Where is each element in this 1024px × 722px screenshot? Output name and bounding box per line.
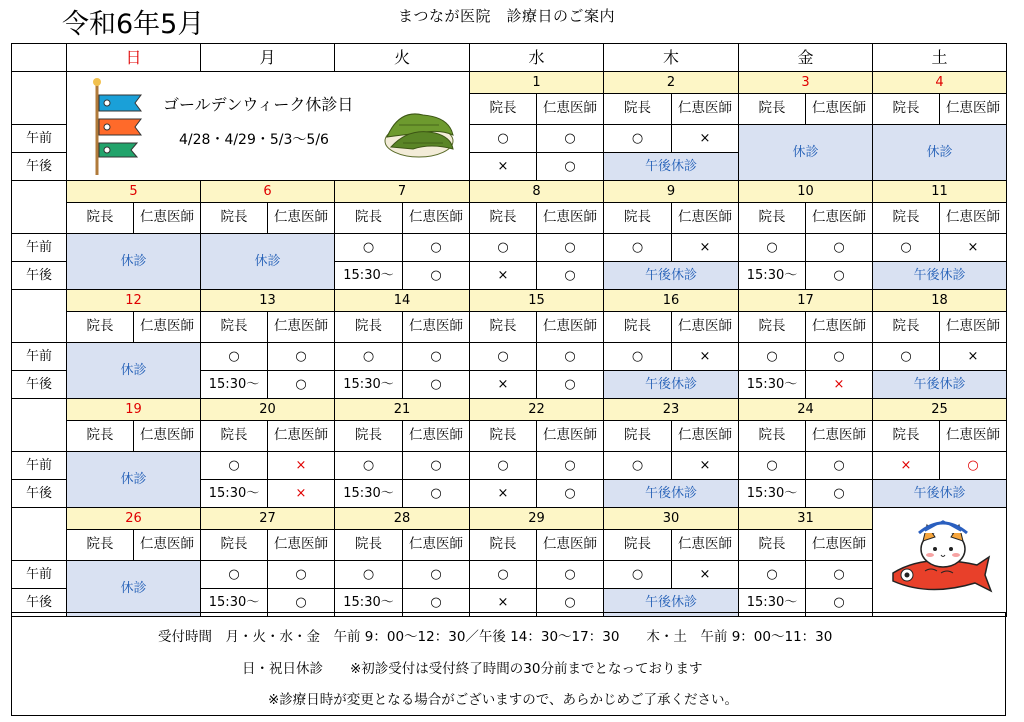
- status-open: ○: [470, 561, 537, 589]
- change-note: ※診療日時が変更となる場合がございますので、あらかじめご了承ください。: [268, 692, 739, 708]
- week3-date-row: [12, 290, 1007, 312]
- status-open: ○: [537, 153, 604, 181]
- weekday-mon: 月: [201, 44, 335, 72]
- doctor-head: 院長: [470, 421, 537, 452]
- status-open: ○: [403, 452, 470, 480]
- status-open: ○: [537, 371, 604, 399]
- status-late: 15:30〜: [739, 262, 806, 290]
- date-cell: 21: [335, 399, 470, 421]
- doctor-head: 仁恵医師: [806, 530, 873, 561]
- status-pm-closed: 午後休診: [604, 589, 739, 617]
- doctor-head: 院長: [739, 530, 806, 561]
- week3-am-row: [12, 343, 1007, 371]
- status-no-red: ×: [806, 371, 873, 399]
- am-label: 午前: [12, 561, 67, 589]
- row-label: [12, 508, 67, 561]
- doctor-head: 院長: [67, 312, 134, 343]
- status-open: ○: [201, 561, 268, 589]
- date-cell: 9: [604, 181, 739, 203]
- week2-doctor-row: [12, 203, 1007, 234]
- mascot-cell: [873, 508, 1007, 617]
- status-open: ○: [537, 125, 604, 153]
- status-open: ○: [403, 589, 470, 617]
- date-cell: 14: [335, 290, 470, 312]
- doctor-head: 院長: [873, 421, 940, 452]
- doctor-head: 院長: [67, 530, 134, 561]
- doctor-head: 仁恵医師: [403, 312, 470, 343]
- status-open-red: ○: [940, 452, 1007, 480]
- status-open: ○: [739, 234, 806, 262]
- doctor-head: 仁恵医師: [268, 203, 335, 234]
- status-no: ×: [672, 125, 739, 153]
- status-no: ×: [470, 262, 537, 290]
- am-label: 午前: [12, 125, 67, 153]
- date-cell: 22: [470, 399, 604, 421]
- doctor-head: 院長: [739, 421, 806, 452]
- status-closed: 休診: [67, 234, 201, 290]
- status-no: ×: [940, 343, 1007, 371]
- doctor-head: 仁恵医師: [134, 203, 201, 234]
- doctor-head: 仁恵医師: [403, 421, 470, 452]
- status-open: ○: [739, 452, 806, 480]
- status-open: ○: [268, 561, 335, 589]
- week2-am-row: [12, 234, 1007, 262]
- doctor-head: 院長: [873, 203, 940, 234]
- status-open: ○: [335, 234, 403, 262]
- doctor-head: 仁恵医師: [672, 203, 739, 234]
- doctor-head: 院長: [335, 203, 403, 234]
- status-pm-closed: 午後休診: [873, 480, 1007, 508]
- doctor-head: 仁恵医師: [268, 312, 335, 343]
- footer-notes: [11, 612, 1006, 716]
- weekday-thu: 木: [604, 44, 739, 72]
- status-closed: 休診: [201, 234, 335, 290]
- status-open: ○: [470, 125, 537, 153]
- doctor-head: 仁恵医師: [268, 530, 335, 561]
- status-open: ○: [604, 125, 672, 153]
- pm-label: 午後: [12, 480, 67, 508]
- doctor-head: 仁恵医師: [268, 421, 335, 452]
- doctor-head: 院長: [739, 94, 806, 125]
- kashiwa-mochi-icon: [379, 103, 459, 163]
- status-open: ○: [403, 561, 470, 589]
- status-no: ×: [940, 234, 1007, 262]
- status-open: ○: [335, 561, 403, 589]
- am-label: 午前: [12, 343, 67, 371]
- status-no: ×: [470, 480, 537, 508]
- status-open: ○: [201, 452, 268, 480]
- calendar-table: [11, 43, 1007, 617]
- doctor-head: 仁恵医師: [537, 312, 604, 343]
- status-pm-closed: 午後休診: [604, 480, 739, 508]
- status-late: 15:30〜: [739, 371, 806, 399]
- status-no: ×: [672, 561, 739, 589]
- weekday-wed: 水: [470, 44, 604, 72]
- corner-cell: [12, 44, 67, 72]
- status-closed: 休診: [67, 343, 201, 399]
- doctor-head: 仁恵医師: [537, 530, 604, 561]
- doctor-head: 仁恵医師: [134, 312, 201, 343]
- holiday-note: 日・祝日休診 ※初診受付は受付終了時間の30分前までとなっております: [242, 661, 703, 677]
- am-label: 午前: [12, 452, 67, 480]
- doctor-head: 仁恵医師: [940, 312, 1007, 343]
- doctor-head: 院長: [470, 530, 537, 561]
- doctor-head: 仁恵医師: [806, 94, 873, 125]
- status-open: ○: [739, 561, 806, 589]
- date-cell: 3: [739, 72, 873, 94]
- status-pm-closed: 午後休診: [604, 262, 739, 290]
- status-pm-closed: 午後休診: [873, 262, 1007, 290]
- status-late: 15:30〜: [335, 262, 403, 290]
- row-label: [12, 290, 67, 343]
- pm-label: 午後: [12, 589, 67, 617]
- status-late: 15:30〜: [335, 371, 403, 399]
- status-open: ○: [403, 371, 470, 399]
- status-open: ○: [604, 561, 672, 589]
- koinobori-icon: [89, 77, 149, 177]
- doctor-head: 院長: [739, 312, 806, 343]
- doctor-head: 仁恵医師: [806, 203, 873, 234]
- doctor-head: 院長: [335, 312, 403, 343]
- week5-date-row: [12, 508, 1007, 530]
- status-open: ○: [604, 452, 672, 480]
- week2-date-row: [12, 181, 1007, 203]
- doctor-head: 院長: [67, 421, 134, 452]
- status-open: ○: [806, 452, 873, 480]
- status-open: ○: [335, 452, 403, 480]
- status-no: ×: [672, 234, 739, 262]
- doctor-head: 院長: [201, 530, 268, 561]
- week4-date-row: [12, 399, 1007, 421]
- doctor-head: 院長: [604, 530, 672, 561]
- reception-hours: 受付時間 月・火・水・金 午前 9：00〜12：30／午後 14：30〜17：30 木・土 午前 9：00〜11：30: [158, 629, 833, 645]
- date-cell: 30: [604, 508, 739, 530]
- doctor-head: 院長: [873, 94, 940, 125]
- status-late: 15:30〜: [335, 480, 403, 508]
- status-open: ○: [806, 589, 873, 617]
- status-open: ○: [537, 452, 604, 480]
- doctor-head: 仁恵医師: [672, 312, 739, 343]
- doctor-head: 院長: [604, 312, 672, 343]
- status-no: ×: [470, 589, 537, 617]
- status-open: ○: [604, 234, 672, 262]
- doctor-head: 仁恵医師: [940, 421, 1007, 452]
- doctor-head: 仁恵医師: [940, 94, 1007, 125]
- week4-am-row: [12, 452, 1007, 480]
- status-open: ○: [470, 343, 537, 371]
- date-cell: 8: [470, 181, 604, 203]
- doctor-head: 院長: [201, 312, 268, 343]
- clinic-note: まつなが医院 診療日のご案内: [398, 7, 616, 25]
- status-closed: 休診: [739, 125, 873, 181]
- doctor-head: 院長: [335, 421, 403, 452]
- doctor-head: 院長: [604, 421, 672, 452]
- date-cell: 2: [604, 72, 739, 94]
- row-label: [12, 72, 67, 125]
- status-open: ○: [470, 452, 537, 480]
- status-no: ×: [470, 371, 537, 399]
- doctor-head: 仁恵医師: [672, 421, 739, 452]
- date-cell: 16: [604, 290, 739, 312]
- date-cell: 28: [335, 508, 470, 530]
- doctor-head: 仁恵医師: [134, 530, 201, 561]
- status-open: ○: [403, 343, 470, 371]
- status-closed: 休診: [67, 561, 201, 617]
- doctor-head: 院長: [201, 421, 268, 452]
- status-open: ○: [739, 343, 806, 371]
- doctor-head: 院長: [470, 94, 537, 125]
- status-open: ○: [537, 561, 604, 589]
- date-cell: 25: [873, 399, 1007, 421]
- doctor-head: 仁恵医師: [806, 421, 873, 452]
- status-no-red: ×: [873, 452, 940, 480]
- date-cell: 31: [739, 508, 873, 530]
- week3-doctor-row: [12, 312, 1007, 343]
- doctor-head: 仁恵医師: [672, 530, 739, 561]
- doctor-head: 院長: [873, 312, 940, 343]
- doctor-head: 仁恵医師: [672, 94, 739, 125]
- date-cell: 18: [873, 290, 1007, 312]
- status-open: ○: [873, 343, 940, 371]
- date-cell: 7: [335, 181, 470, 203]
- status-late: 15:30〜: [201, 589, 268, 617]
- date-cell: 10: [739, 181, 873, 203]
- gw-title: ゴールデンウィーク休診日: [163, 95, 354, 114]
- status-open: ○: [806, 234, 873, 262]
- doctor-head: 院長: [67, 203, 134, 234]
- status-open: ○: [806, 262, 873, 290]
- doctor-head: 院長: [604, 94, 672, 125]
- status-open: ○: [268, 589, 335, 617]
- status-open: ○: [537, 589, 604, 617]
- date-cell: 1: [470, 72, 604, 94]
- weekday-fri: 金: [739, 44, 873, 72]
- status-open: ○: [403, 234, 470, 262]
- status-open: ○: [201, 343, 268, 371]
- status-open: ○: [537, 262, 604, 290]
- doctor-head: 院長: [470, 203, 537, 234]
- status-no-red: ×: [268, 480, 335, 508]
- status-open: ○: [806, 480, 873, 508]
- date-cell: 24: [739, 399, 873, 421]
- gw-dates: 4/28・4/29・5/3〜5/6: [179, 132, 329, 148]
- doctor-head: 仁恵医師: [537, 203, 604, 234]
- row-label: [12, 399, 67, 452]
- doctor-head: 院長: [335, 530, 403, 561]
- doctor-head: 院長: [201, 203, 268, 234]
- status-open: ○: [873, 234, 940, 262]
- doctor-head: 仁恵医師: [537, 421, 604, 452]
- status-late: 15:30〜: [201, 480, 268, 508]
- status-open: ○: [806, 561, 873, 589]
- date-cell: 29: [470, 508, 604, 530]
- am-label: 午前: [12, 234, 67, 262]
- date-cell: 6: [201, 181, 335, 203]
- weekday-header-row: [12, 44, 1007, 72]
- weekday-tue: 火: [335, 44, 470, 72]
- status-open: ○: [806, 343, 873, 371]
- date-cell: 23: [604, 399, 739, 421]
- date-cell: 11: [873, 181, 1007, 203]
- status-no: ×: [470, 153, 537, 181]
- status-pm-closed: 午後休診: [604, 153, 739, 181]
- status-late: 15:30〜: [739, 480, 806, 508]
- date-cell: 5: [67, 181, 201, 203]
- status-open: ○: [537, 234, 604, 262]
- status-pm-closed: 午後休診: [604, 371, 739, 399]
- status-late: 15:30〜: [335, 589, 403, 617]
- status-open: ○: [537, 343, 604, 371]
- status-open: ○: [403, 480, 470, 508]
- status-open: ○: [335, 343, 403, 371]
- doctor-head: 仁恵医師: [806, 312, 873, 343]
- row-label: [12, 181, 67, 234]
- doctor-head: 院長: [739, 203, 806, 234]
- status-late: 15:30〜: [739, 589, 806, 617]
- date-cell: 13: [201, 290, 335, 312]
- status-no: ×: [672, 452, 739, 480]
- date-cell: 12: [67, 290, 201, 312]
- week5-am-row: [12, 561, 1007, 589]
- status-no: ×: [672, 343, 739, 371]
- status-open: ○: [268, 371, 335, 399]
- date-cell: 19: [67, 399, 201, 421]
- status-open: ○: [604, 343, 672, 371]
- week4-doctor-row: [12, 421, 1007, 452]
- doctor-head: 仁恵医師: [403, 203, 470, 234]
- week1-date-row: [12, 72, 1007, 94]
- date-cell: 20: [201, 399, 335, 421]
- gw-notice: [67, 72, 470, 181]
- doctor-head: 院長: [470, 312, 537, 343]
- date-cell: 4: [873, 72, 1007, 94]
- cat-koinobori-icon: [885, 511, 995, 611]
- weekday-sat: 土: [873, 44, 1007, 72]
- doctor-head: 仁恵医師: [537, 94, 604, 125]
- status-late: 15:30〜: [201, 371, 268, 399]
- pm-label: 午後: [12, 262, 67, 290]
- doctor-head: 仁恵医師: [134, 421, 201, 452]
- status-closed: 休診: [873, 125, 1007, 181]
- weekday-sun: 日: [67, 44, 201, 72]
- doctor-head: 仁恵医師: [940, 203, 1007, 234]
- date-cell: 26: [67, 508, 201, 530]
- status-no-red: ×: [268, 452, 335, 480]
- pm-label: 午後: [12, 371, 67, 399]
- doctor-head: 院長: [604, 203, 672, 234]
- date-cell: 27: [201, 508, 335, 530]
- date-cell: 15: [470, 290, 604, 312]
- status-open: ○: [537, 480, 604, 508]
- status-pm-closed: 午後休診: [873, 371, 1007, 399]
- pm-label: 午後: [12, 153, 67, 181]
- page-title: 令和6年5月: [62, 9, 205, 40]
- doctor-head: 仁恵医師: [403, 530, 470, 561]
- status-closed: 休診: [67, 452, 201, 508]
- week5-doctor-row: [12, 530, 1007, 561]
- status-open: ○: [403, 262, 470, 290]
- status-open: ○: [470, 234, 537, 262]
- date-cell: 17: [739, 290, 873, 312]
- status-open: ○: [268, 343, 335, 371]
